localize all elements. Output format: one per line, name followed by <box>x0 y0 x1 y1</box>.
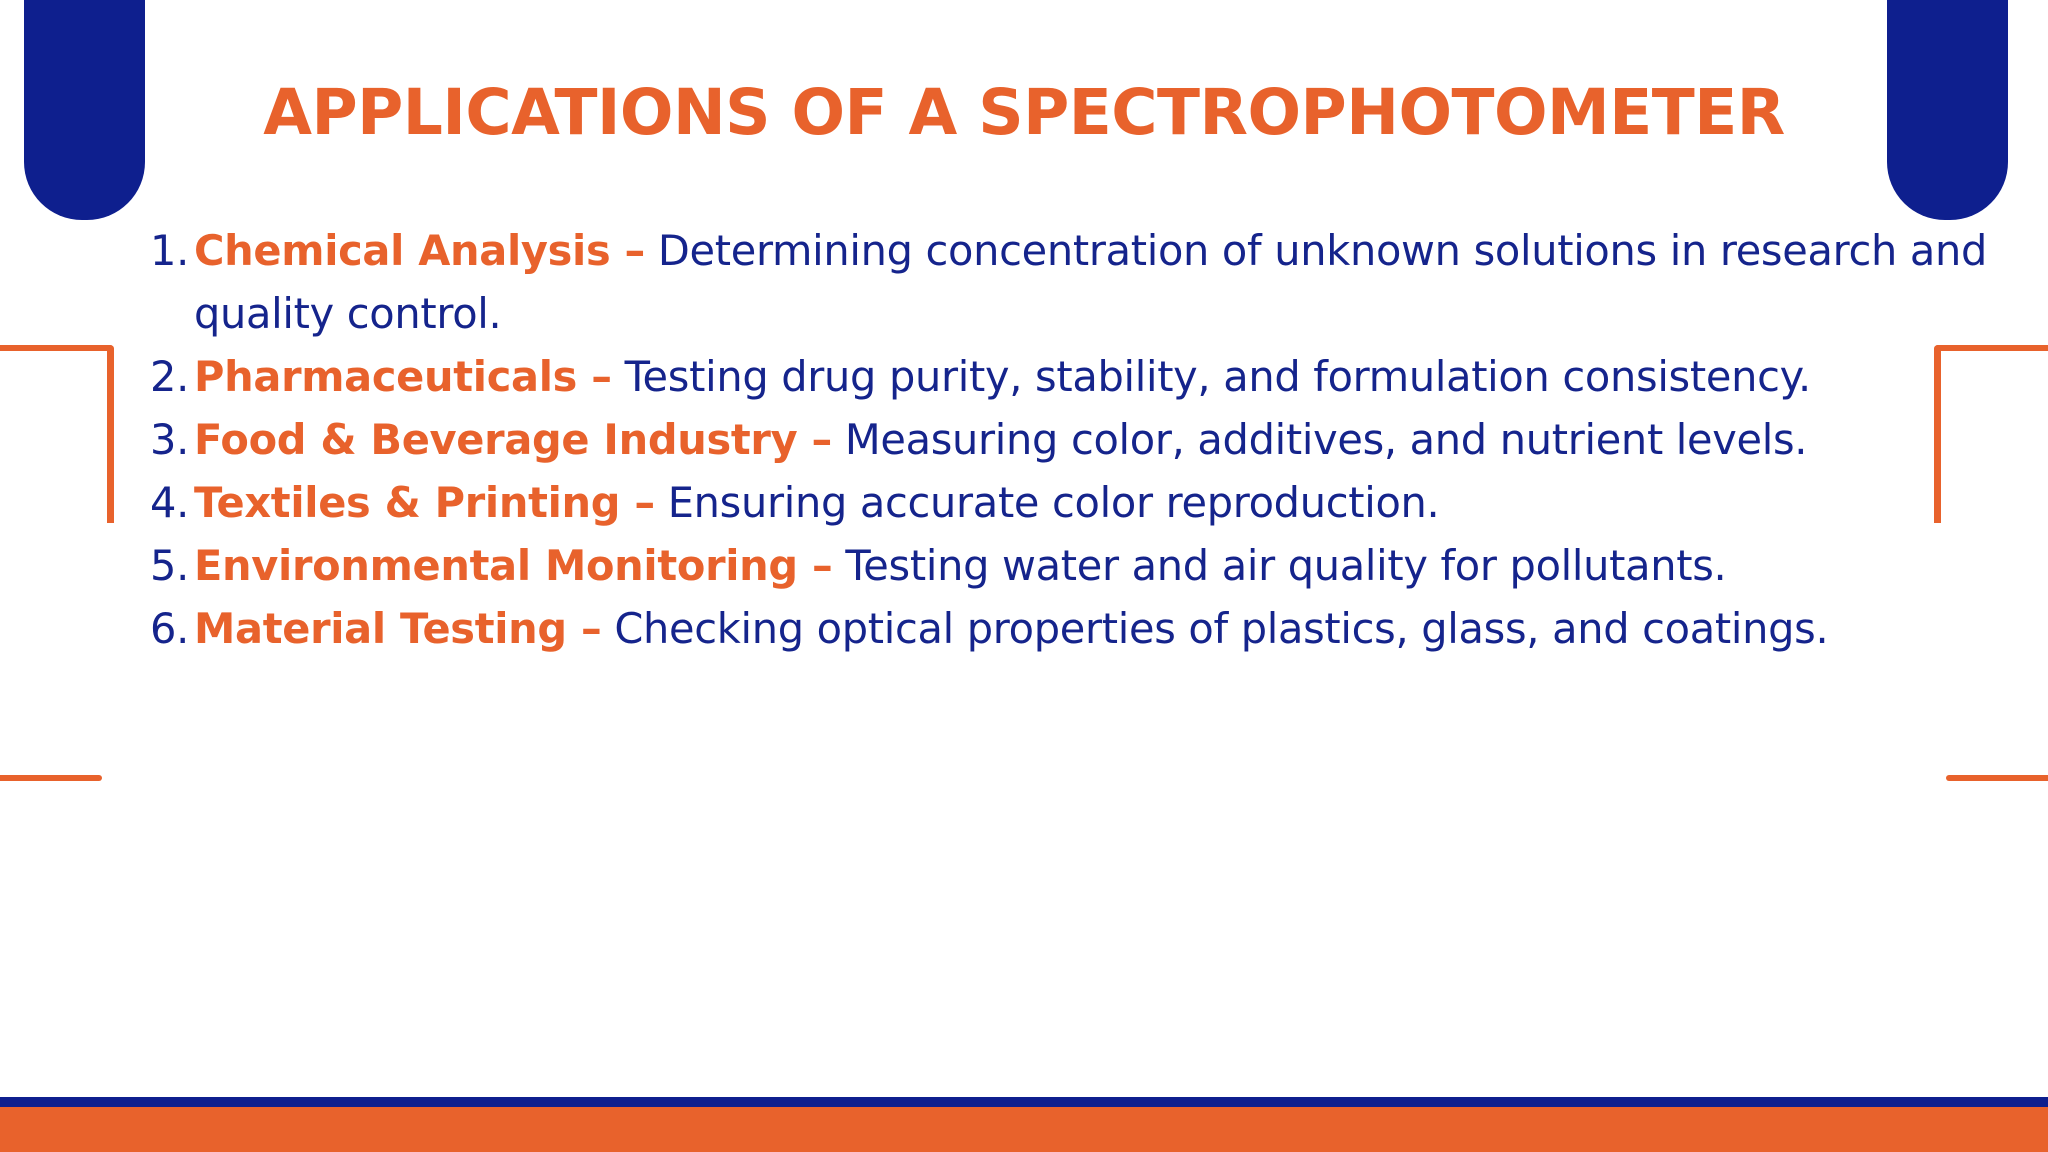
right-bracket-bottom-decoration <box>1946 775 2048 781</box>
list-item-number: 3. <box>150 415 189 464</box>
list-item-material-testing <box>150 597 1990 660</box>
left-bracket-bottom-decoration <box>0 775 102 781</box>
list-item-chemical-analysis <box>150 219 1990 345</box>
list-item-text: Measuring color, additives, and nutrient levels. <box>831 415 1808 464</box>
footer-navy-line <box>0 1097 2048 1107</box>
list-item-food-beverage <box>150 408 1990 471</box>
list-item-label: Environmental Monitoring – <box>194 541 833 590</box>
applications-list <box>150 219 1990 660</box>
slide-title: APPLICATIONS OF A SPECTROPHOTOMETER <box>263 76 1785 150</box>
list-item-label: Textiles & Printing – <box>194 478 655 527</box>
list-item-number: 6. <box>150 604 189 653</box>
list-item-number: 5. <box>150 541 189 590</box>
list-item-textiles-printing <box>150 471 1990 534</box>
list-item-label: Food & Beverage Industry – <box>194 415 832 464</box>
list-item-text: Testing water and air quality for pollutants. <box>832 541 1727 590</box>
list-item-label: Material Testing – <box>194 604 602 653</box>
list-item-number: 4. <box>150 478 189 527</box>
list-item-text: Checking optical properties of plastics, glass, and coatings. <box>601 604 1829 653</box>
list-item-text: Determining concentration of unknown solutions in research and quality control. <box>194 226 1988 338</box>
list-item-label: Pharmaceuticals – <box>194 352 612 401</box>
list-item-environmental-monitoring <box>150 534 1990 597</box>
list-item-text: Testing drug purity, stability, and formulation consistency. <box>611 352 1811 401</box>
list-item-text: Ensuring accurate color reproduction. <box>654 478 1440 527</box>
list-item-pharmaceuticals <box>150 345 1990 408</box>
list-item-number: 2. <box>150 352 189 401</box>
footer-orange-bar <box>0 1107 2048 1152</box>
list-item-number: 1. <box>150 226 189 275</box>
left-bracket-top-decoration <box>0 345 114 523</box>
list-item-label: Chemical Analysis – <box>194 226 645 275</box>
